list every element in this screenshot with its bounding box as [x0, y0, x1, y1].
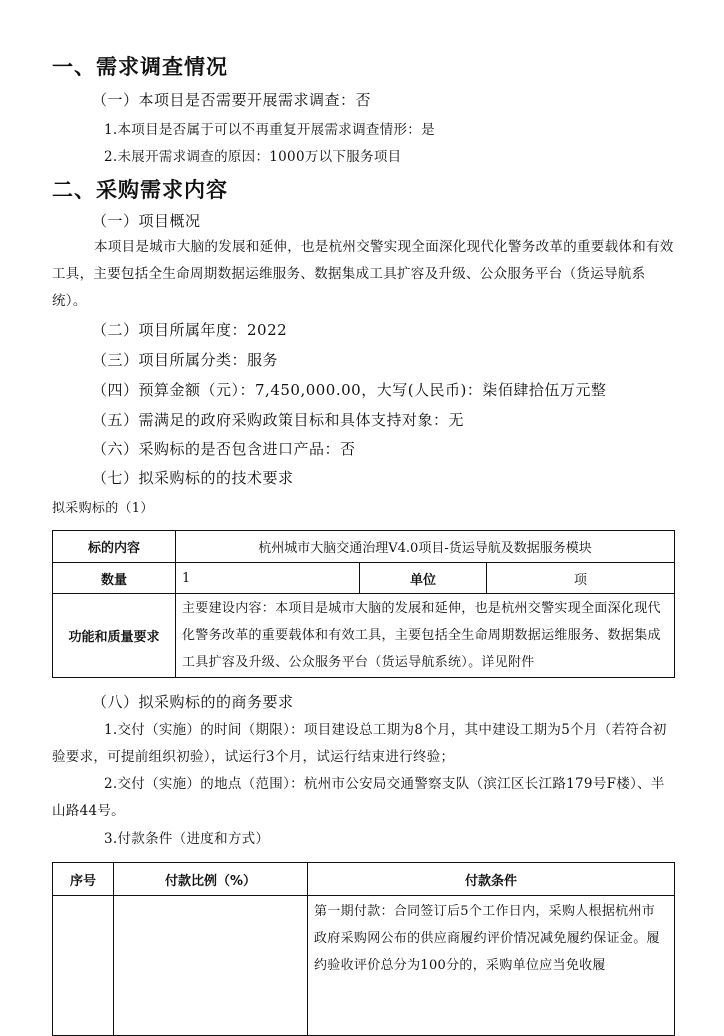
payment-heading: 3.付款条件（进度和方式） [104, 831, 270, 847]
policy-targets: （五）需满足的政府采购政策目标和具体支持对象：无 [92, 411, 465, 429]
delivery-time: 1.交付（实施）的时间（期限）：项目建设总工期为8个月，其中建设工期为5个月（若符合初验要求，可提前组织初验），试运行3个月，试运行结束进行终验； [52, 722, 667, 765]
spec-row-quantity [53, 563, 675, 594]
budget-amount: （四）预算金额（元）：7,450,000.00，大写(人民币)：柒佰肆拾伍万元整 [92, 381, 607, 399]
business-heading: （八）拟采购标的的商务要求 [92, 693, 294, 711]
tech-requirements-heading: （七）拟采购标的的技术要求 [92, 469, 294, 487]
import-products: （六）采购标的是否包含进口产品：否 [92, 440, 356, 458]
payment-table [52, 862, 675, 1036]
section2-title: 二、采购需求内容 [52, 178, 228, 202]
spec-row-content [53, 531, 675, 563]
subject-label: 拟采购标的（1） [52, 501, 154, 516]
overview-paragraph: 本项目是城市大脑的发展和延伸，也是杭州交警实现全面深化现代化警务改革的重要载体和有效工具，主要包括全生命周期数据运维服务、数据集成工具扩容及升级、公众服务平台（货运导航系统）。 [52, 239, 674, 309]
payment-ratio-cell [114, 896, 308, 1036]
overview-heading: （一）项目概况 [92, 212, 201, 230]
payment-row [53, 896, 675, 1036]
content-label: 标的内容 [53, 531, 176, 563]
spec-table [52, 530, 675, 678]
function-value: 主要建设内容：本项目是城市大脑的发展和延伸，也是杭州交警实现全面深化现代化警务改革的重要载体和有效工具，主要包括全生命周期数据运维服务、数据集成工具扩容及升级、公众服务平台（货运导航系统）。详见附件 [176, 594, 675, 678]
survey-item-2: 2.未展开需求调查的原因：1000万以下服务项目 [104, 149, 402, 165]
survey-question: （一）本项目是否需要开展需求调查：否 [92, 91, 372, 109]
quantity-value: 1 [176, 563, 360, 594]
payment-condition-cell: 第一期付款：合同签订后5个工作日内，采购人根据杭州市政府采购网公布的供应商履约评价情况减免履约保证金。履约验收评价总分为100分的，采购单位应当免收履 [308, 896, 675, 1036]
unit-value: 项 [487, 563, 675, 594]
header-condition: 付款条件 [308, 863, 675, 896]
section1-title: 一、需求调查情况 [52, 55, 228, 79]
payment-header-row [53, 863, 675, 896]
payment-seq-cell [53, 896, 114, 1036]
header-seq: 序号 [53, 863, 114, 896]
project-category: （三）项目所属分类：服务 [92, 351, 279, 369]
project-year: （二）项目所属年度：2022 [92, 321, 288, 339]
spec-row-function [53, 594, 675, 678]
survey-item-1: 1.本项目是否属于可以不再重复开展需求调查情形：是 [104, 122, 435, 138]
unit-label: 单位 [360, 563, 487, 594]
delivery-place: 2.交付（实施）的地点（范围）：杭州市公安局交通警察支队（滨江区长江路179号F楼）、半山路44号。 [52, 776, 665, 819]
header-ratio: 付款比例（%） [114, 863, 308, 896]
quantity-label: 数量 [53, 563, 176, 594]
content-value: 杭州城市大脑交通治理V4.0项目-货运导航及数据服务模块 [176, 531, 675, 563]
function-label: 功能和质量要求 [53, 594, 176, 678]
